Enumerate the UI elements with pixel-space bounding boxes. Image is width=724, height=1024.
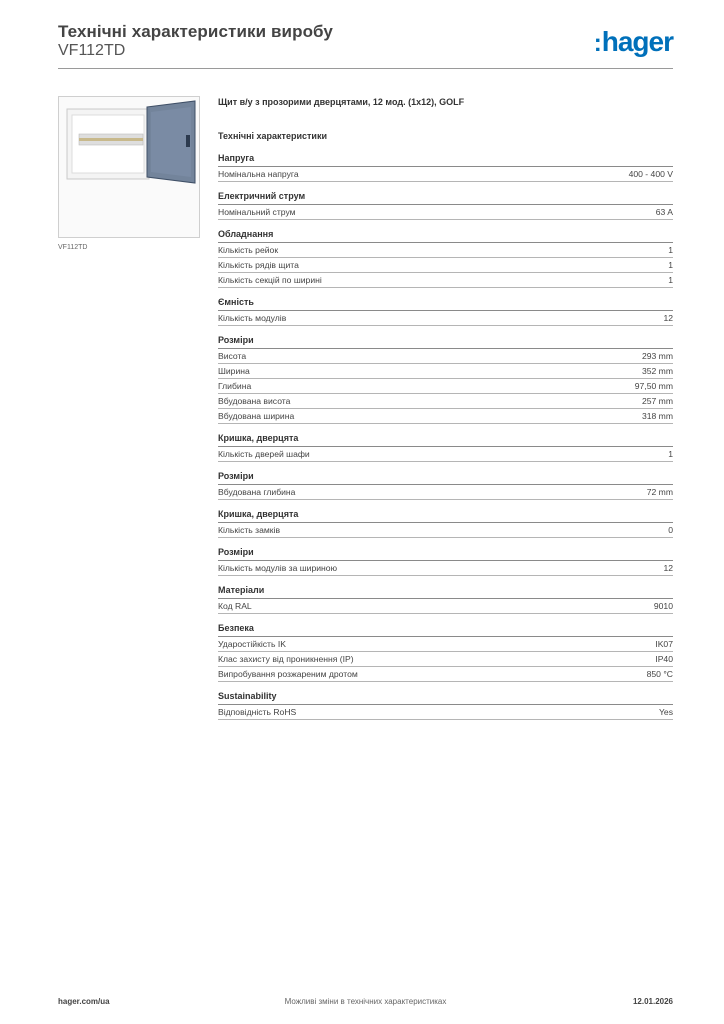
spec-group bbox=[218, 334, 673, 424]
spec-group bbox=[218, 508, 673, 538]
spec-row bbox=[218, 561, 673, 576]
spec-group bbox=[218, 470, 673, 500]
spec-value: 9010 bbox=[653, 601, 673, 611]
spec-group bbox=[218, 152, 673, 182]
footer-date: 12.01.2026 bbox=[632, 997, 673, 1006]
product-code: VF112TD bbox=[58, 42, 126, 59]
spec-row bbox=[218, 667, 673, 682]
spec-group-title: Обладнання bbox=[218, 228, 673, 243]
spec-value: 0 bbox=[668, 525, 673, 535]
spec-label: Вбудована глибина bbox=[218, 487, 296, 497]
page-title: Технічні характеристики виробу bbox=[58, 22, 333, 41]
spec-group-title: Ємність bbox=[218, 296, 673, 311]
spec-group-title: Кришка, дверцята bbox=[218, 432, 673, 447]
section-heading: Технічні характеристики bbox=[218, 131, 327, 141]
spec-value: 12 bbox=[663, 313, 673, 323]
spec-row bbox=[218, 364, 673, 379]
spec-value: 1 bbox=[668, 449, 673, 459]
spec-group bbox=[218, 190, 673, 220]
spec-group bbox=[218, 690, 673, 720]
distribution-board-image bbox=[58, 96, 200, 238]
spec-row bbox=[218, 637, 673, 652]
spec-group bbox=[218, 228, 673, 288]
spec-row bbox=[218, 409, 673, 424]
spec-group-title: Sustainability bbox=[218, 690, 673, 705]
spec-value: 293 mm bbox=[641, 351, 673, 361]
spec-content bbox=[218, 96, 673, 720]
spec-label: Кількість дверей шафи bbox=[218, 449, 310, 459]
distribution-board-icon bbox=[59, 97, 199, 237]
spec-row bbox=[218, 652, 673, 667]
spec-groups bbox=[218, 152, 673, 720]
spec-group bbox=[218, 622, 673, 682]
spec-label: Кількість модулів за шириною bbox=[218, 563, 338, 573]
spec-group-title: Розміри bbox=[218, 546, 673, 561]
spec-label: Кількість секцій по ширині bbox=[218, 275, 322, 285]
spec-label: Код RAL bbox=[218, 601, 252, 611]
spec-label: Кількість рядів щита bbox=[218, 260, 299, 270]
spec-group bbox=[218, 296, 673, 326]
spec-group-title: Матеріали bbox=[218, 584, 673, 599]
spec-label: Номінальна напруга bbox=[218, 169, 299, 179]
spec-label: Ширина bbox=[218, 366, 250, 376]
spec-row bbox=[218, 167, 673, 182]
spec-value: Yes bbox=[658, 707, 673, 717]
spec-label: Номінальний струм bbox=[218, 207, 296, 217]
spec-group-title: Розміри bbox=[218, 470, 673, 485]
spec-label: Ударостійкість IK bbox=[218, 639, 286, 649]
hager-logo bbox=[594, 26, 673, 58]
spec-value: 352 mm bbox=[641, 366, 673, 376]
spec-row bbox=[218, 485, 673, 500]
spec-row bbox=[218, 447, 673, 462]
spec-row bbox=[218, 205, 673, 220]
spec-group-title: Безпека bbox=[218, 622, 673, 637]
spec-row bbox=[218, 311, 673, 326]
spec-row bbox=[218, 394, 673, 409]
spec-label: Випробування розжареним дротом bbox=[218, 669, 358, 679]
header-divider bbox=[58, 68, 673, 69]
spec-value: 318 mm bbox=[641, 411, 673, 421]
spec-row bbox=[218, 705, 673, 720]
logo-text: hager bbox=[601, 26, 673, 57]
footer-website: hager.com/ua bbox=[58, 997, 110, 1006]
logo-colon-icon: : bbox=[593, 30, 601, 57]
spec-row bbox=[218, 599, 673, 614]
spec-label: Кількість замків bbox=[218, 525, 281, 535]
spec-value: 63 A bbox=[655, 207, 673, 217]
spec-row bbox=[218, 258, 673, 273]
image-caption: VF112TD bbox=[58, 244, 88, 251]
spec-group bbox=[218, 546, 673, 576]
page-header bbox=[58, 18, 673, 70]
spec-label: Відповідність RoHS bbox=[218, 707, 297, 717]
spec-row bbox=[218, 523, 673, 538]
spec-value: IK07 bbox=[655, 639, 673, 649]
product-description: Щит в/у з прозорими дверцятами, 12 мод. (1x12), GOLF bbox=[218, 97, 465, 107]
spec-label: Вбудована висота bbox=[218, 396, 291, 406]
spec-group bbox=[218, 432, 673, 462]
spec-label: Вбудована ширина bbox=[218, 411, 295, 421]
spec-value: IP40 bbox=[655, 654, 673, 664]
spec-row bbox=[218, 273, 673, 288]
spec-group-title: Напруга bbox=[218, 152, 673, 167]
spec-group-title: Електричний струм bbox=[218, 190, 673, 205]
spec-value: 257 mm bbox=[641, 396, 673, 406]
spec-label: Висота bbox=[218, 351, 247, 361]
spec-value: 400 - 400 V bbox=[628, 169, 673, 179]
spec-label: Клас захисту від проникнення (IP) bbox=[218, 654, 354, 664]
page-footer bbox=[58, 997, 673, 1011]
spec-value: 72 mm bbox=[646, 487, 673, 497]
spec-value: 1 bbox=[668, 275, 673, 285]
spec-label: Кількість модулів bbox=[218, 313, 287, 323]
footer-disclaimer: Можливі зміни в технічних характеристиках bbox=[284, 997, 447, 1006]
spec-value: 1 bbox=[668, 260, 673, 270]
spec-row bbox=[218, 349, 673, 364]
spec-label: Кількість рейок bbox=[218, 245, 279, 255]
spec-group-title: Розміри bbox=[218, 334, 673, 349]
spec-group-title: Кришка, дверцята bbox=[218, 508, 673, 523]
spec-value: 12 bbox=[663, 563, 673, 573]
spec-value: 1 bbox=[668, 245, 673, 255]
spec-value: 97,50 mm bbox=[634, 381, 673, 391]
spec-group bbox=[218, 584, 673, 614]
spec-value: 850 °C bbox=[646, 669, 673, 679]
spec-row bbox=[218, 379, 673, 394]
spec-row bbox=[218, 243, 673, 258]
spec-label: Глибина bbox=[218, 381, 252, 391]
